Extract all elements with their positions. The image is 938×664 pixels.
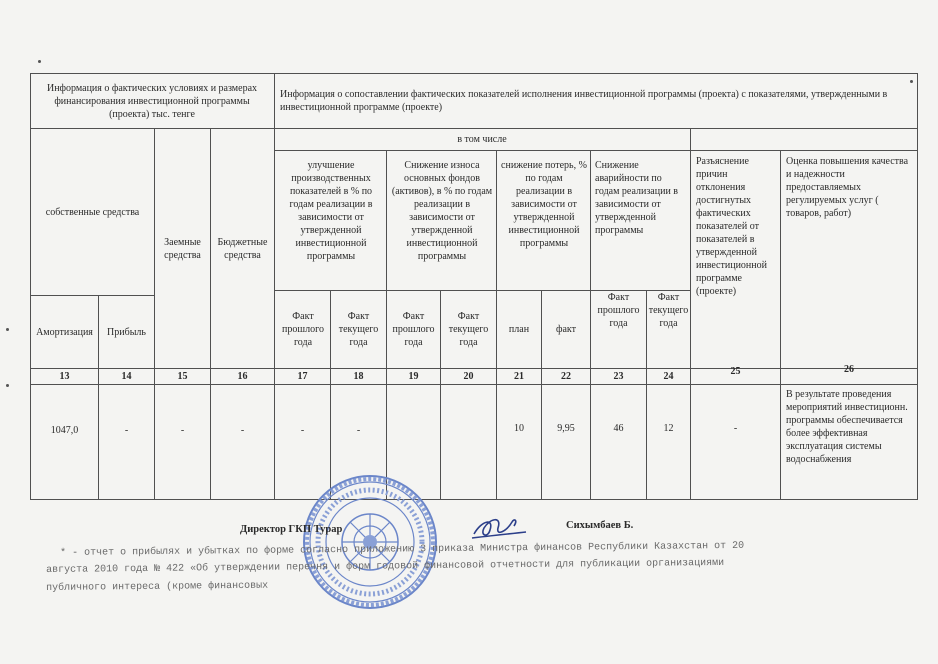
amortization-header: Амортизация [36, 326, 93, 338]
table-border [780, 150, 781, 499]
explanation-header: Разъяснение причин отклонения достигнутых фактических показателей от показателей в утвержденной инвестиционной программе (проекте) [696, 156, 767, 297]
col-number: 15 [177, 371, 188, 382]
assessment-header: Оценка повышения качества и надежности предоставляемых регулируемых услуг ( товаров, работ) [786, 156, 909, 219]
col-number: 24 [663, 371, 674, 382]
table-border [30, 73, 918, 74]
accident-reduction-header: Снижение аварийности по годам реализации в зависимости от утвержденной программы [595, 160, 679, 236]
in-total-header: в том числе [457, 134, 507, 145]
cell-plan: 10 [514, 422, 524, 434]
col-number: 26 [844, 364, 854, 375]
col-number: 20 [463, 371, 474, 382]
left-info-header: Информация о фактических условиях и размерах финансирования инвестиционной программы (проекта) тыс. тенге [46, 82, 258, 120]
plan-header: план [508, 323, 530, 335]
col-number: 13 [59, 371, 70, 382]
fact-prev-header: Факт прошлого года [597, 291, 640, 329]
cell-amortization: 1047,0 [50, 424, 79, 436]
col-number: 16 [237, 371, 248, 382]
col-number: 23 [613, 371, 624, 382]
fact-header: факт [555, 323, 576, 335]
table-border [30, 384, 918, 385]
signature-position: Директор ГКП Турар [240, 524, 343, 535]
cell-accident-curr: 12 [663, 422, 674, 434]
col-number: 19 [408, 371, 419, 382]
loss-reduction-header: снижение потерь, % по годам реализации в зависимости от утвержденной инвестиционной программы [501, 160, 587, 249]
cell-fact-prev: - [300, 424, 305, 436]
footnote-line: августа 2010 года № 422 «Об утверждении перечня и форм годовой финансовой отчетности для публикации организациями [46, 557, 725, 576]
signature-name: Сихымбаев Б. [566, 520, 634, 531]
scan-speck [6, 384, 9, 387]
cell-assessment: В результате проведения мероприятий инвестиционн. программы обеспечивается более эффективная эксплуатация системы водоснабжения [786, 389, 908, 465]
cell-explanation: - [733, 422, 738, 434]
table-border [690, 128, 691, 499]
table-border [274, 150, 918, 151]
col-number: 17 [297, 371, 308, 382]
fact-curr-header: Факт текущего года [338, 310, 379, 348]
profit-header: Прибыль [107, 326, 146, 338]
fact-prev-header: Факт прошлого года [392, 310, 435, 348]
col-number: 21 [514, 371, 524, 382]
col-number: 14 [121, 371, 132, 382]
fact-curr-header: Факт текущего года [648, 291, 689, 329]
right-info-header: Информация о сопоставлении фактических показателей исполнения инвестиционной программы (проекта) с показателями, утвержденными в инвестиционной программе (проекте) [280, 89, 888, 113]
budget-header: Бюджетные средства [217, 236, 268, 261]
wear-reduction-header: Снижение износа основных фондов (активов), в % по годам реализации в зависимости от утвержденной инвестиционной программы [391, 160, 493, 262]
table-border [917, 73, 918, 499]
scan-speck [6, 328, 9, 331]
fact-curr-header: Факт текущего года [448, 310, 489, 348]
borrowed-header: Заемные средства [164, 236, 201, 261]
cell-budget: - [240, 424, 245, 436]
table-border [30, 499, 918, 500]
fact-prev-header: Факт прошлого года [282, 310, 324, 348]
col-number: 25 [730, 366, 741, 377]
cell-profit: - [124, 424, 129, 436]
cell-fact-curr: - [356, 424, 361, 436]
col-number: 18 [353, 371, 364, 382]
scan-speck [910, 80, 913, 83]
improvement-header: улучшение производственных показателей в % по годам реализации в зависимости от утвержденной инвестиционной программы [289, 160, 373, 262]
cell-accident-prev: 46 [613, 422, 624, 434]
footnote-line: публичного интереса (кроме финансовых [46, 580, 269, 594]
cell-borrowed: - [180, 424, 185, 436]
footnote-line: * - отчет о прибылях и убытках по форме согласно приложению 3 приказа Министра финансов Республики Казахстан от 20 [60, 540, 745, 559]
scan-speck [38, 60, 41, 63]
own-funds-header: собственные средства [45, 206, 140, 218]
cell-fact: 9,95 [557, 422, 575, 434]
col-number: 22 [561, 371, 571, 382]
